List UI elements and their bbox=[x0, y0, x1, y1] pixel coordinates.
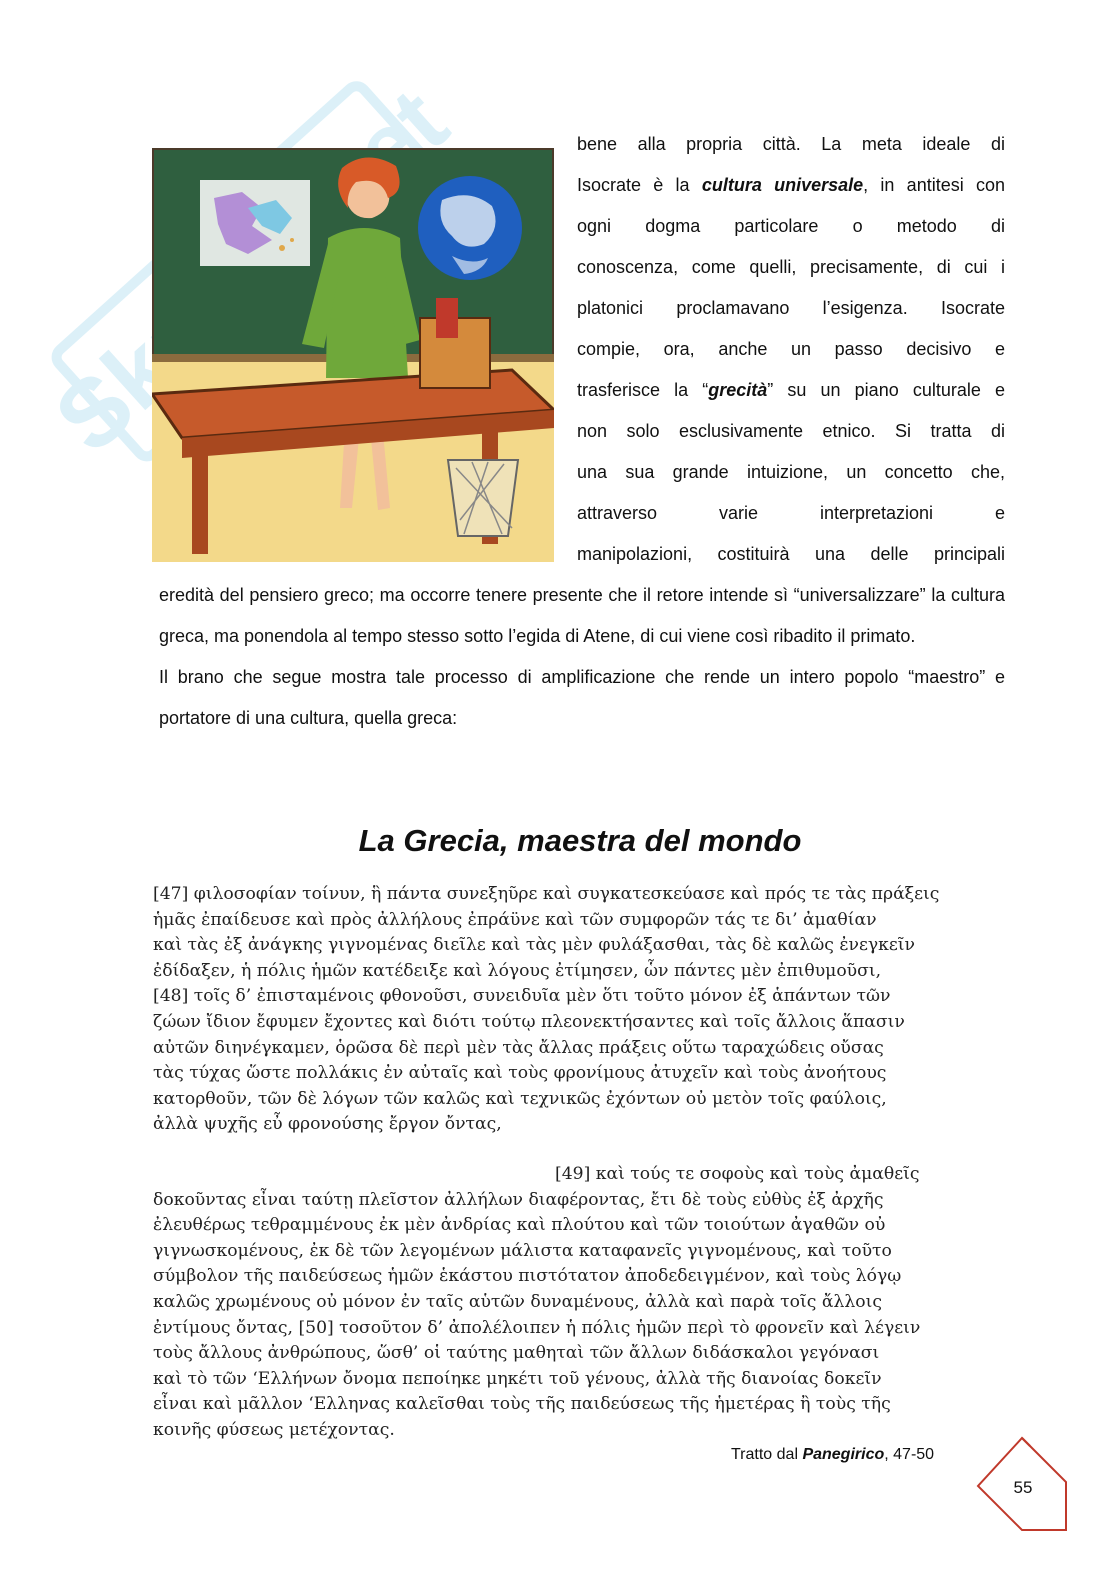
text-line bbox=[577, 124, 1005, 165]
section-title: La Grecia, maestra del mondo bbox=[358, 823, 802, 858]
text-span: ogni dogma particolare o metodo di bbox=[577, 216, 1005, 236]
text-span: platonici proclamavano l’esigenza. Isocrate bbox=[577, 298, 1005, 318]
text-line bbox=[577, 288, 1005, 329]
text-span: compie, ora, anche un passo decisivo e bbox=[577, 339, 1005, 359]
greek-line: ἀλλὰ ψυχῆς εὖ φρονούσης ἔργον ὄντας, bbox=[153, 1114, 502, 1135]
paragraph-brano: Il brano che segue mostra tale processo di amplificazione che rende un intero popolo “maestro” e portatore di una cultura, quella greca: bbox=[159, 667, 1005, 728]
text-span: conoscenza, come quelli, precisamente, di cui i bbox=[577, 257, 1005, 277]
greek-line: αὐτῶν διηνέγκαμεν, ὁρῶσα δὲ περὶ μὲν τὰς ἄλλας πράξεις οὕτω ταραχώδεις οὔσας bbox=[153, 1037, 884, 1058]
text-span: non solo esclusivamente etnico. Si tratta di bbox=[577, 421, 1005, 441]
text-line bbox=[577, 370, 1005, 411]
text-line bbox=[577, 206, 1005, 247]
greek-line: εἶναι καὶ μᾶλλον ‘Ελληνας καλεῖσθαι τοὺς τῆς παιδεύσεως τῆς ἡμετέρας ἢ τοὺς τῆς bbox=[153, 1394, 891, 1415]
greek-line: κοινῆς φύσεως μετέχοντας. bbox=[153, 1419, 395, 1440]
text-line bbox=[577, 452, 1005, 493]
teacher-illustration bbox=[152, 148, 554, 562]
greek-line: καὶ τὸ τῶν ‘Ελλήνων ὄνομα πεποίηκε μηκέτι τοῦ γένους, ἀλλὰ τῆς διανοίας δοκεῖν bbox=[153, 1368, 882, 1389]
emphasis-grecita: grecità bbox=[708, 380, 768, 400]
text-span: , in antitesi con bbox=[863, 175, 1005, 195]
text-span: Isocrate è la bbox=[577, 175, 702, 195]
greece-map-icon bbox=[200, 180, 310, 266]
greek-line: ἐλευθέρως τεθραμμένους ἐκ μὲν ἀνδρίας καὶ πλούτου καὶ τῶν τοιούτων ἀγαθῶν οὐ bbox=[153, 1215, 886, 1236]
text-span: manipolazioni, costituirà una delle principali bbox=[577, 544, 1005, 564]
greek-line: καὶ τὰς ἐξ ἀνάγκης γιγνομένας διεῖλε καὶ τὰς μὲν φυλάξασθαι, τὰς δὲ καλῶς ἐνεγκεῖν bbox=[153, 935, 915, 956]
greek-line: τὰς τύχας ὥστε πολλάκις ἐν αὐταῖς καὶ τοὺς φρονίμους ἀτυχεῖν καὶ τοὺς ἀνοήτους bbox=[153, 1063, 887, 1084]
source-prefix: Tratto dal bbox=[731, 1446, 803, 1463]
text-line bbox=[577, 411, 1005, 452]
greek-line: [49] καὶ τούς τε σοφοὺς καὶ τοὺς ἀμαθεῖς bbox=[555, 1164, 920, 1184]
intro-paragraph bbox=[577, 124, 1005, 575]
greek-line: ἡμᾶς ἐπαίδευσε καὶ πρὸς ἀλλήλους ἐπράϋνε καὶ τῶν συμφορῶν τάς τε δι’ ἀμαθίαν bbox=[153, 909, 877, 930]
wastebasket-icon bbox=[448, 460, 518, 536]
text-span: ” su un piano culturale e bbox=[767, 380, 1005, 400]
text-span: attraverso varie interpretazioni e bbox=[577, 503, 1005, 523]
greek-line: σύμβολον τῆς παιδεύσεως ἡμῶν ἑκάστου πιστότατον ἀποδεδειγμένον, καὶ τοὺς λόγῳ bbox=[153, 1266, 902, 1287]
greek-line: ἐντίμους ὄντας, [50] τοσοῦτον δ’ ἀπολέλοιπεν ἡ πόλις ἡμῶν περὶ τὸ φρονεῖν καὶ λέγειν bbox=[153, 1317, 921, 1338]
greek-line: τοὺς ἄλλους ἀνθρώπους, ὥσθ’ οἱ ταύτης μαθηταὶ τῶν ἄλλων διδάσκαλοι γεγόνασι bbox=[153, 1343, 880, 1364]
greek-line: ζώων ἴδιον ἔφυμεν ἔχοντες καὶ διότι τούτῳ πλεονεκτήσαντες καὶ τοῖς ἄλλοις ἅπασιν bbox=[153, 1011, 905, 1032]
page-number: 55 bbox=[1013, 1478, 1033, 1497]
text-span: bene alla propria città. La meta ideale di bbox=[577, 134, 1005, 154]
greek-excerpt-49-50 bbox=[153, 1162, 993, 1444]
text-span: trasferisce la “ bbox=[577, 380, 709, 400]
text-line bbox=[577, 534, 1005, 575]
greek-line: κατορθοῦν, τῶν δὲ λόγων τῶν καλῶς καὶ τεχνικῶς ἐχόντων οὐ μετὸν τοῖς φαύλοις, bbox=[153, 1088, 887, 1109]
greek-line: δοκοῦντας εἶναι ταύτῃ πλεῖστον ἀλλήλων διαφέροντας, ἔτι δὲ τοὺς εὐθὺς ἐξ ἀρχῆς bbox=[153, 1189, 884, 1210]
source-work: Panegirico bbox=[802, 1446, 885, 1463]
text-line bbox=[577, 329, 1005, 370]
greek-line: γιγνωσκομένους, ἐκ δὲ τῶν λεγομένων μάλιστα καταφανεῖς γιγνομένους, καὶ τοῦτο bbox=[153, 1240, 892, 1261]
greek-line: [47] φιλοσοφίαν τοίνυν, ἣ πάντα συνεξηῦρε καὶ συγκατεσκεύασε καὶ πρός τε τὰς πράξεις bbox=[153, 884, 940, 904]
greek-line: [48] τοῖς δ’ ἐπισταμένοις φθονοῦσι, συνειδυῖα μὲν ὅτι τοῦτο μόνον ἐξ ἁπάντων τῶν bbox=[153, 986, 891, 1007]
paragraph-eredita: eredità del pensiero greco; ma occorre tenere presente che il retore intende sì “universalizzare” la cultura greca, ma ponendola al tempo stesso sotto l’egida di Atene, di cui viene così ribadito il primato. bbox=[159, 585, 1005, 646]
greek-line: ἐδίδαξεν, ἡ πόλις ἡμῶν κατέδειξε καὶ λόγους ἐτίμησεν, ὧν πάντες μὲν ἐπιθυμοῦσι, bbox=[153, 960, 882, 981]
greek-line: καλῶς χρωμένους οὐ μόνον ἐν ταῖς αὑτῶν δυναμένους, ἀλλὰ καὶ παρὰ τοῖς ἄλλοις bbox=[153, 1291, 882, 1312]
text-line bbox=[577, 247, 1005, 288]
emphasis-cultura-universale: cultura universale bbox=[701, 175, 864, 195]
body-paragraphs bbox=[159, 575, 1005, 739]
source-suffix: , 47-50 bbox=[884, 1446, 935, 1463]
source-attribution bbox=[731, 1446, 934, 1464]
text-line bbox=[577, 493, 1005, 534]
greek-excerpt-47-48 bbox=[153, 882, 993, 1138]
globe-icon bbox=[418, 176, 522, 280]
text-line bbox=[577, 165, 1005, 206]
text-span: una sua grande intuizione, un concetto che, bbox=[577, 462, 1005, 482]
